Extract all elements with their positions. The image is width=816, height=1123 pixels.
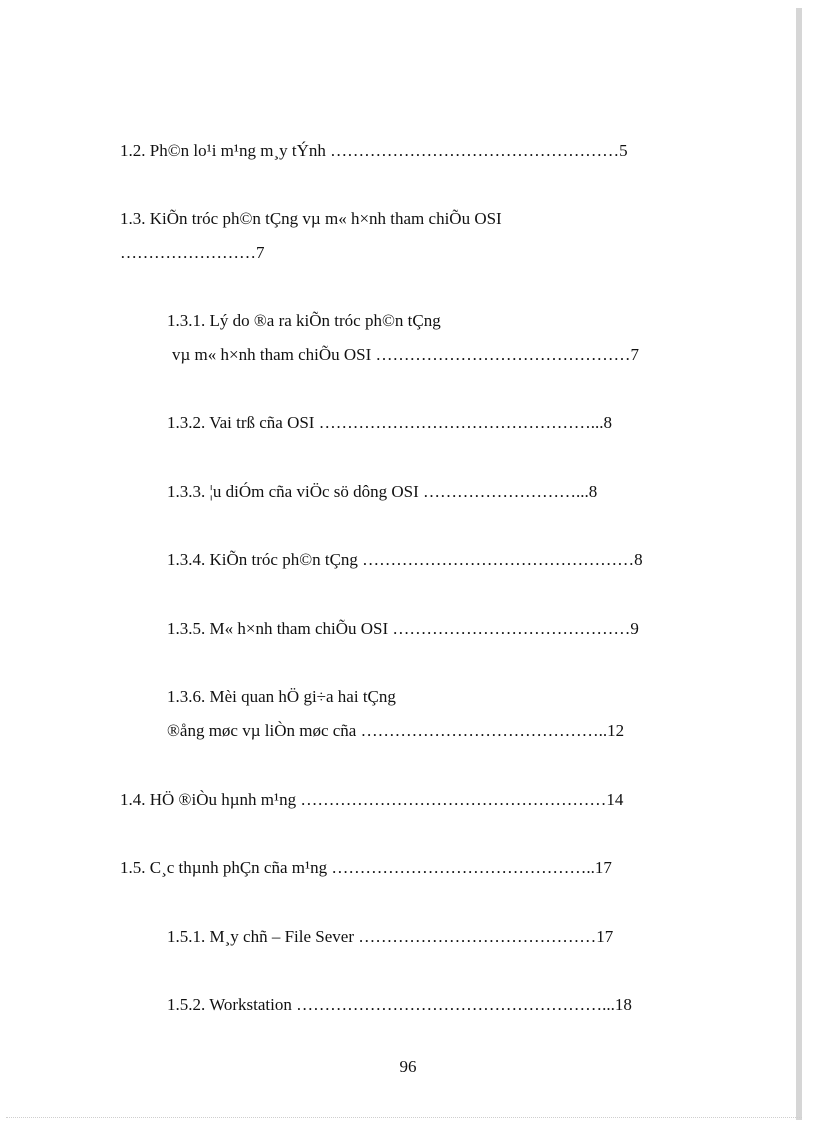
toc-entry-1-3-5: 1.3.5. M« h×nh tham chiÕu OSI ……………………………………9 (167, 619, 639, 638)
page-number: 96 (399, 1057, 417, 1076)
toc-entry-1-3-title: 1.3. KiÕn tróc ph©n tÇng vµ m« h×nh tham chiÕu OSI (120, 209, 502, 228)
toc-entry-1-3-2: 1.3.2. Vai trß cña OSI …………………………………………...8 (167, 413, 612, 432)
toc-entry-1-4: 1.4. HÖ ®iÒu hµnh m¹ng ………………………………………………14 (120, 790, 624, 809)
toc-entry-1-3-1-continued: vµ m« h×nh tham chiÕu OSI ………………………………………7 (172, 345, 640, 364)
toc-entry-1-3-6-continued: ®ång møc vµ liÒn møc cña ……………………………………..12 (167, 721, 625, 740)
toc-entry-1-3-4: 1.3.4. KiÕn tróc ph©n tÇng …………………………………………8 (167, 550, 643, 569)
toc-entry-1-5-1: 1.5.1. M¸y chñ – File Sever ……………………………………17 (167, 927, 614, 946)
page-shadow-bottom (6, 1117, 802, 1123)
toc-entry-1-5: 1.5. C¸c thµnh phÇn cña m¹ng ………………………………………..17 (120, 858, 612, 877)
toc-entry-1-3-1-title: 1.3.1. Lý do ®a ra kiÕn tróc ph©n tÇng (167, 311, 441, 330)
toc-entry-1-2: 1.2. Ph©n lo¹i m¹ng m¸y tÝnh ……………………………………………5 (120, 141, 628, 160)
toc-entry-1-3-leader: ……………………7 (120, 243, 265, 262)
toc-entry-1-3-6-title: 1.3.6. Mèi quan hÖ gi÷a hai tÇng (167, 687, 396, 706)
page-shadow-right (796, 8, 802, 1120)
toc-entry-1-3-3: 1.3.3. ¦u diÓm cña viÖc sö dông OSI ………………………...8 (167, 482, 598, 501)
toc-entry-1-5-2: 1.5.2. Workstation ………………………………………………...18 (167, 995, 632, 1014)
